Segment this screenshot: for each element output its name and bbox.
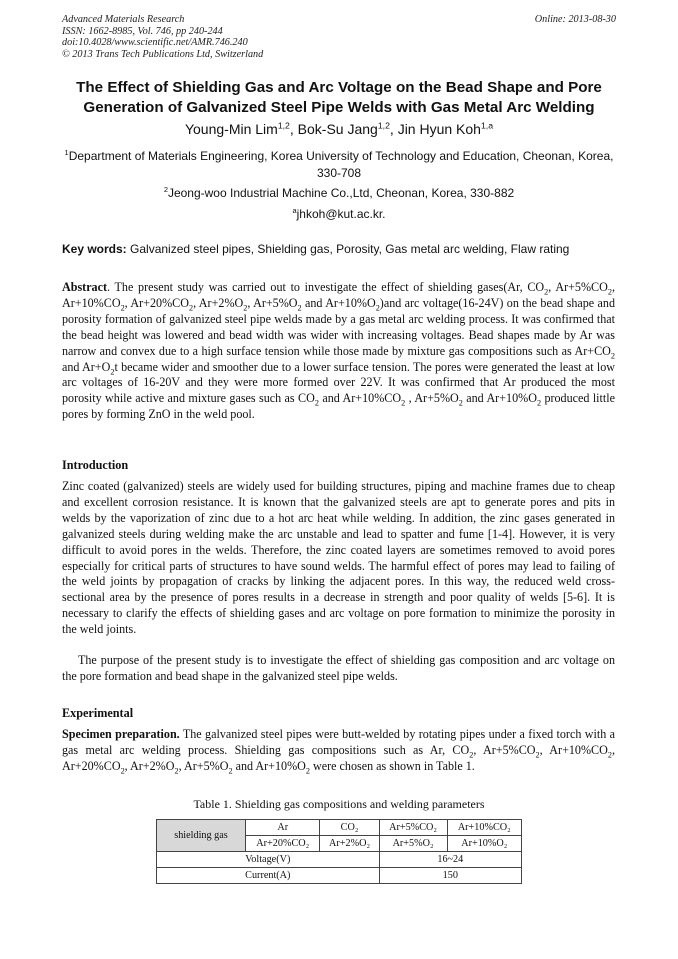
journal-name: Advanced Materials Research [62, 14, 185, 25]
journal-header [62, 14, 616, 60]
email-mark: a [292, 206, 297, 215]
abstract-label: Abstract [62, 280, 108, 294]
affiliation-text: Jeong-woo Industrial Machine Co.,Ltd, Cheonan, Korea, 330-882 [167, 186, 515, 200]
table-cell: Ar+10%O₂ [447, 836, 521, 852]
author-affiliation-mark: 1,2 [377, 120, 390, 131]
author-affiliation-mark: 1,a [480, 120, 494, 131]
keywords-text: Galvanized steel pipes, Shielding gas, Porosity, Gas metal arc welding, Flaw rating [126, 242, 570, 256]
affiliation-mark: 2 [163, 185, 168, 194]
paper-title: The Effect of Shielding Gas and Arc Voltage on the Bead Shape and Pore Generation of Galvanized Steel Pipe Welds with Gas Metal Arc Welding [76, 79, 602, 116]
author-name: Young-Min Lim [184, 121, 278, 137]
shielding-gas-table [156, 819, 522, 884]
abstract [62, 280, 615, 423]
table-cell: Ar+5%O₂ [379, 836, 447, 852]
table-cell: Current(A) [157, 868, 380, 884]
introduction-paragraph-2: The purpose of the present study is to investigate the effect of shielding gas composition and arc voltage on the pore formation and bead shape in the galvanized steel pipe welds. [62, 653, 615, 683]
table-cell: Ar+20%CO₂ [246, 836, 320, 852]
subsection-label: Specimen preparation. [62, 727, 180, 741]
author-list [0, 121, 678, 137]
table-cell: 150 [379, 868, 521, 884]
abstract-text: . The present study was carried out to investigate the effect of shielding gases(Ar, $CO_2$, $Ar+5\%CO_2$, $Ar+10\%CO_2$, $Ar+20\%CO_2$, $Ar+2\%O_2$, $Ar+5\%O_2$ and $Ar+10\%O_2)and$ arc voltage(16-24V) on the bead shape and porosity formation of galvanized steel pipe welds made by a gas metal arc welding process. It was confirmed that the bead height was lowered and bead width was wider with increasing voltages. Bead shapes made by Ar was narrow and convex due to a high surface tension while those made by mixture gas compositions such as $Ar+CO_2$ and $Ar+O_2t$ became wider and smoother due to a lower surface tension. The pores were generated the least at low arc voltages of 16-20V and they were more formed over 22V. It was confirmed that Ar produced the most porosity while active and mixture gases such as $CO_2$ and $Ar+10\%CO_2$ , $Ar+5\%O_2$ and $Ar+10\%O_2$ produced little pores by forming ZnO in the weld pool. [62, 280, 616, 422]
keywords-label: Key words: [62, 242, 127, 256]
author-separator: , [389, 121, 398, 137]
doi: doi:10.4028/www.scientific.net/AMR.746.240 [62, 37, 248, 49]
affiliation-mark: 1 [64, 148, 69, 157]
table-cell: 16~24 [379, 852, 521, 868]
email-text: jhkoh@kut.ac.kr. [296, 207, 386, 221]
specimen-preparation-text: The galvanized steel pipes were butt-welded by rotating pipes under a fixed torch with a gas metal arc welding process. Shielding gas compositions such as Ar, $CO_2$, $Ar+5\%CO_2$, $Ar+10\%CO_2$, $Ar+20\%CO_2$, $Ar+2\%O_2$, $Ar+5\%O_2$ and $Ar+10\%O_2$ were chosen as shown in Table 1. [62, 727, 615, 776]
issn: ISSN: 1662-8985, Vol. 746, pp 240-244 [62, 25, 223, 37]
author-email [60, 206, 618, 223]
introduction-heading: Introduction [62, 458, 129, 472]
introduction-paragraph-1: Zinc coated (galvanized) steels are widely used for building structures, piping and machine frames due to cheap and excellent corrosion resistance. It is known that the galvanized steels are apt to generate pores and pits in welds by the vaporization of zinc due to a hot arc heat while welding. In addition, the zinc gases generated in galvanized steels during welding make the arc unstable and lead to spatter and fume [1-4]. However, it is very difficult to avoid pores in the welds. Therefore, the zinc coated layers are sometimes removed to avoid pores especially for critical parts of structures to have sound welds. The harmful effect of pores may lead to failing of the weld joints by propagation of cracks by linking the adjacent pores. In this way, the reduced weld cross-sectional area by the presence of pores results in a decrease in strength and poor quality of welds [5-6]. It is necessary to clarify the effects of shielding gases and arc voltage on pore formation to minimize the porosity in the weld joints. [62, 479, 615, 637]
author-name: Bok-Su Jang [297, 121, 378, 137]
keywords [62, 242, 622, 256]
author-separator: , [289, 121, 298, 137]
author-name: Jin Hyun Koh [397, 121, 481, 137]
table-caption: Table 1. Shielding gas compositions and welding parameters [193, 797, 485, 811]
table-cell: CO₂ [320, 820, 379, 836]
table-row [157, 820, 522, 836]
table-row [157, 852, 522, 868]
copyright: © 2013 Trans Tech Publications Ltd, Switzerland [62, 48, 264, 60]
table-cell: Ar+5%CO₂ [379, 820, 447, 836]
table-row [157, 868, 522, 884]
table-cell: Ar+2%O₂ [320, 836, 379, 852]
table-cell: Ar+10%CO₂ [447, 820, 521, 836]
online-date: Online: 2013-08-30 [534, 14, 616, 25]
table-row-label: shielding gas [157, 820, 246, 852]
table-cell: Ar [246, 820, 320, 836]
affiliation-1 [60, 148, 618, 181]
affiliation-text: Department of Materials Engineering, Korea University of Technology and Education, Cheonan, Korea, 330-708 [68, 149, 614, 180]
experimental-heading: Experimental [62, 706, 134, 720]
specimen-preparation-paragraph [62, 727, 615, 775]
author-affiliation-mark: 1,2 [277, 120, 290, 131]
affiliation-2 [60, 185, 618, 202]
table-cell: Voltage(V) [157, 852, 380, 868]
